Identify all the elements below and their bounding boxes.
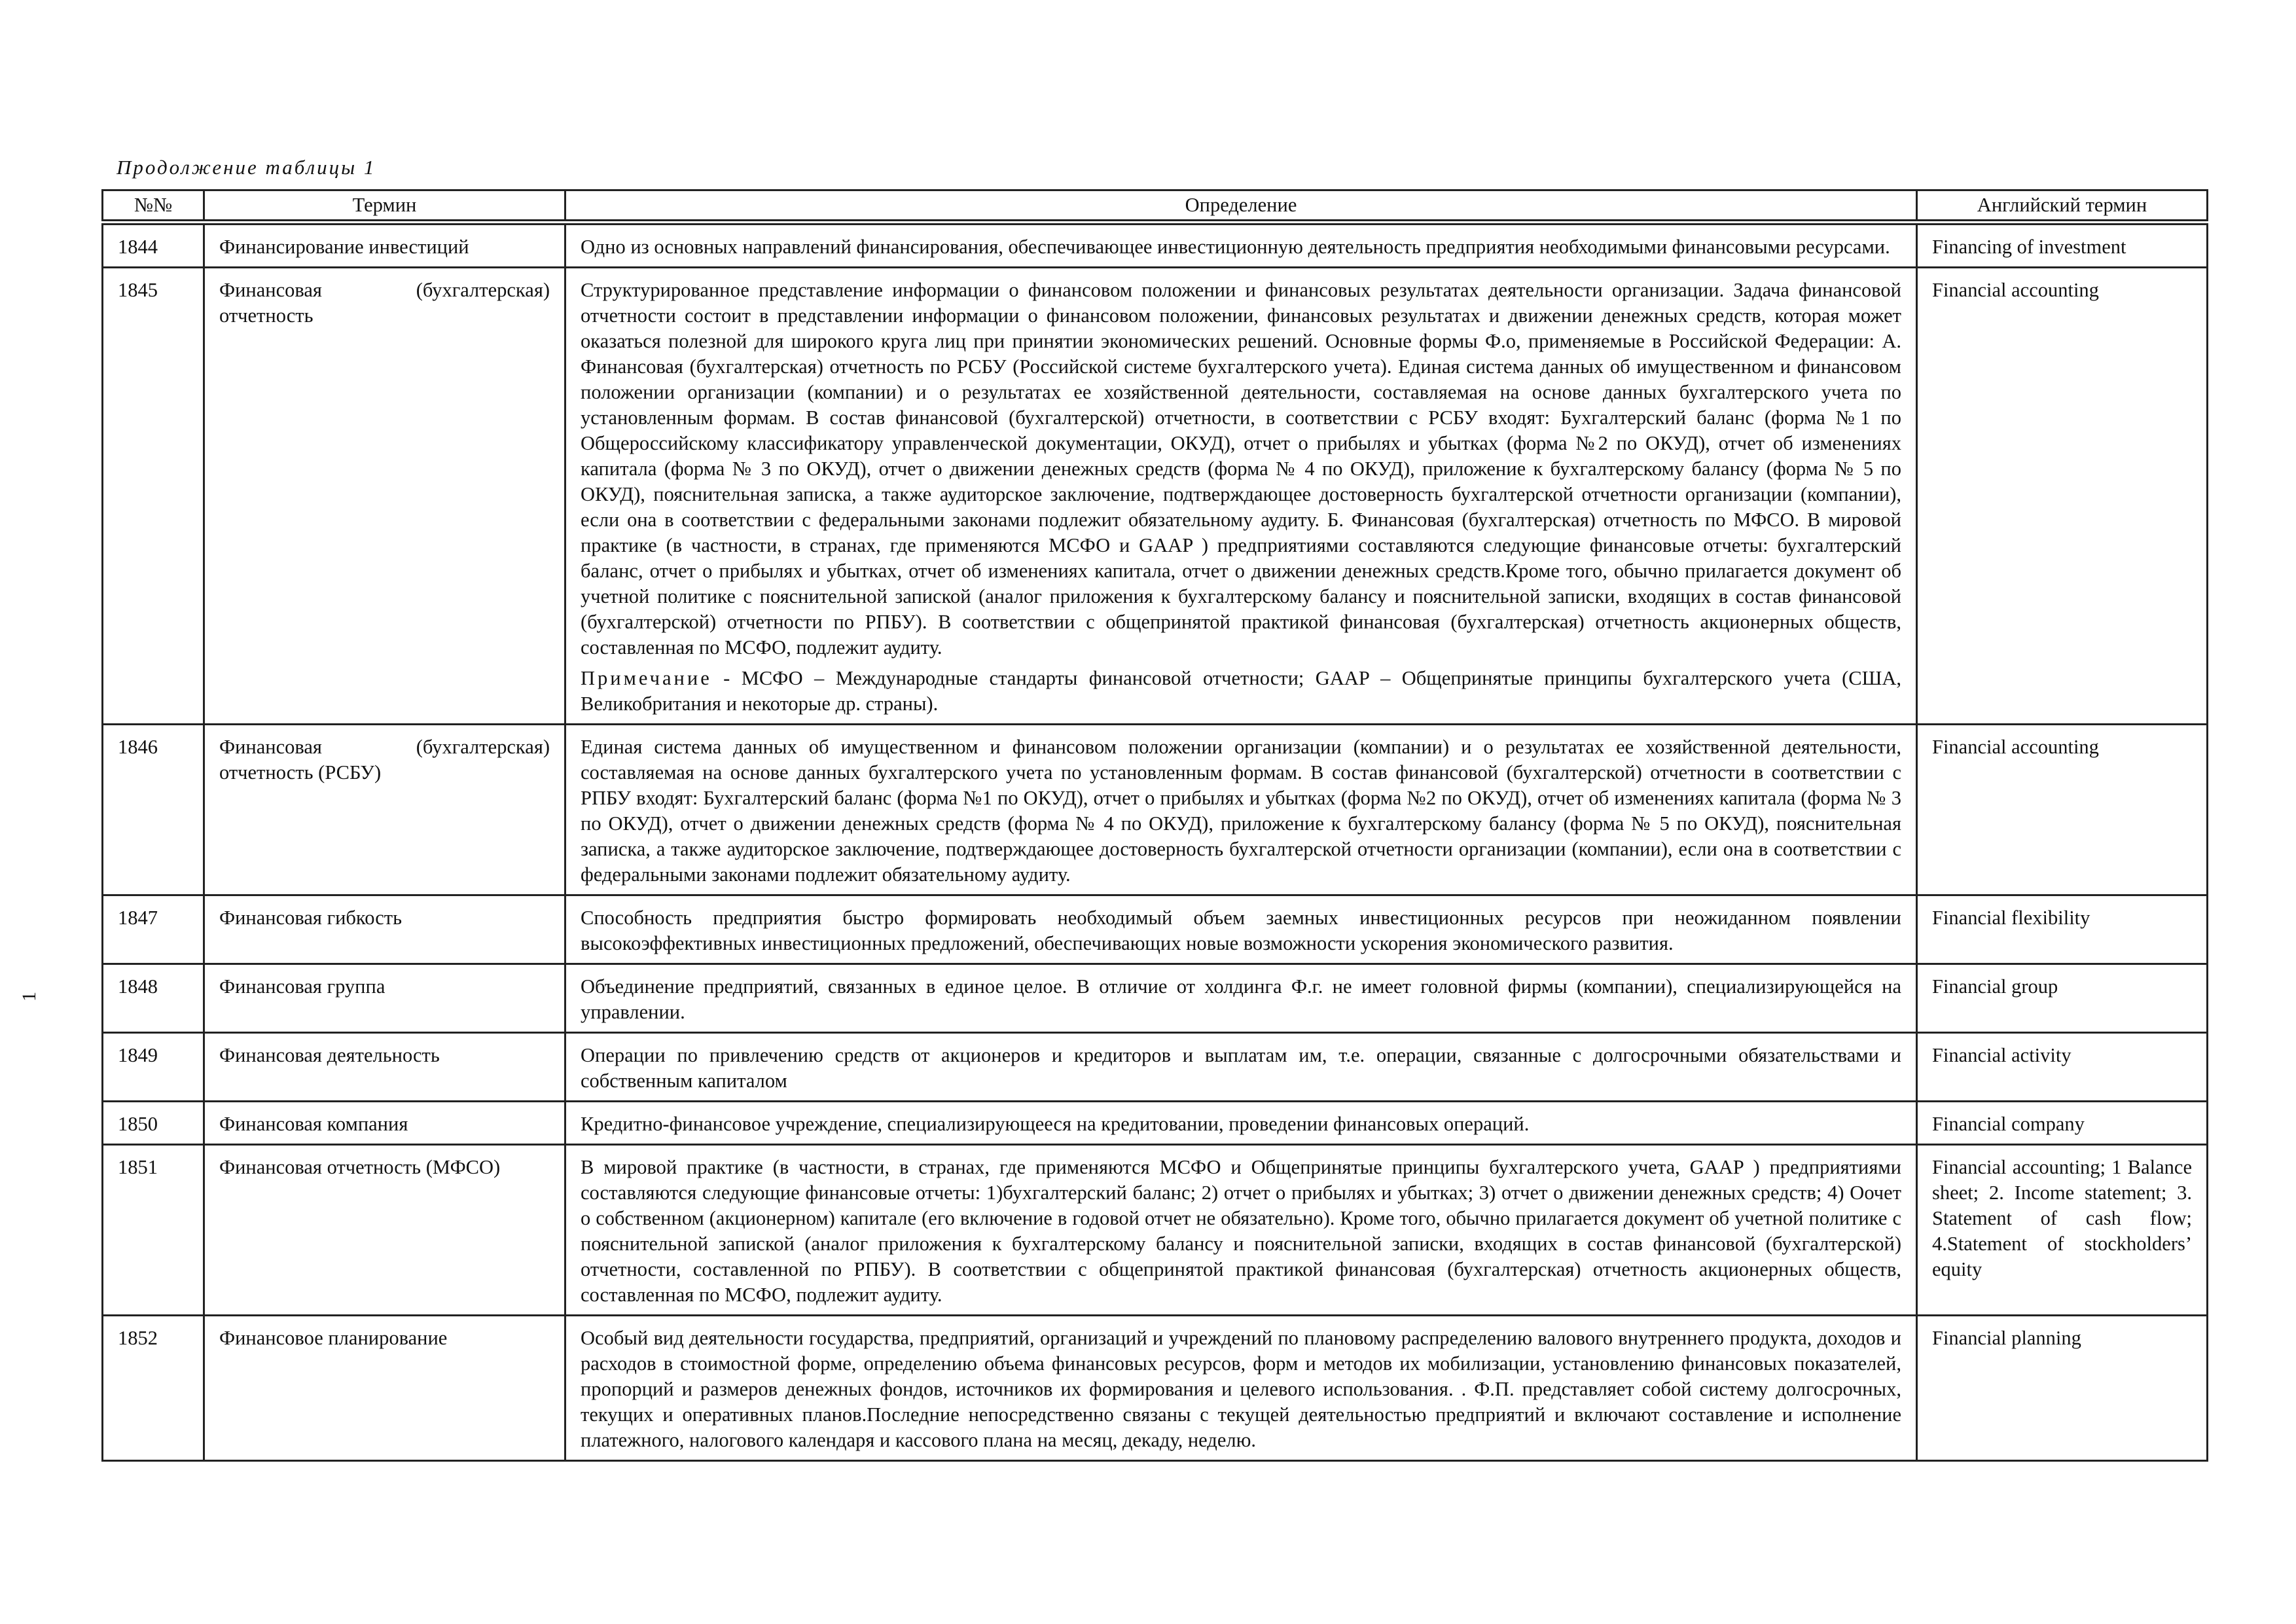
row-definition: Структурированное представление информации о финансовом положении и финансовых результатах деятельности организации. Задача финансовой отчетности состоит в представлении информации о финансовом положении, финансовых результатах и движении денежных средств, которая может оказаться полезной для широкого круга лиц при принятии экономических решений. Основные формы Ф.о, применяемые в Российской Федерации: А. Финансовая (бухгалтерская) отчетность по РСБУ (Российской системе бухгалтерского учета). Единая система данных об имущественном и финансовом положении организации (компании) и о результатах ее хозяйственной деятельности, составляемая на основе данных бухгалтерского учета по установленным формам. В состав финансовой (бухгалтерской) отчетности, в соответствии с РСБУ входят: Бухгалтерский баланс (форма №1 по Общероссийскому классификатору управленческой документации, ОКУД), отчет о прибылях и убытках (форма №2 по ОКУД), отчет об изменениях капитала (форма № 3 по ОКУД), отчет о движении денежных средств (форма № 4 по ОКУД), приложение к бухгалтерскому балансу (форма № 5 по ОКУД), пояснительная записка, а также аудиторское заключение, подтверждающее достоверность бухгалтерской отчетности организации (компании), если она в соответствии с федеральными законами подлежит обязательному аудиту. Б. Финансовая (бухгалтерская) отчетность по МФСО. В мировой практике (в частности, в странах, где применяются МСФО и GAAP ) предприятиями составляются следующие финансовые отчеты: бухгалтерский баланс, отчет о прибылях и убытках, отчет об изменениях капитала, отчет о движении денежных средств.Кроме того, обычно прилагается документ об учетной политике с пояснительной запиской (аналог приложения к бухгалтерскому балансу и пояснительной записки, входящих в состав финансовой (бухгалтерской) отчетности по РПБУ). В соответствии с общепринятой практикой финансовая (бухгалтерская) отчетность акционерных обществ, составленная по МСФО, подлежит аудиту. [581, 279, 1901, 659]
row-definition: Операции по привлечению средств от акционеров и кредиторов и выплатам им, т.е. операции, связанные с долгосрочными обязательствами и собственным капиталом [565, 1033, 1917, 1102]
row-term: Финансовая (бухгалтерская) отчетность [204, 268, 565, 725]
header-definition: Определение [565, 190, 1917, 223]
row-number: 1845 [103, 268, 204, 725]
row-term: Финансовая отчетность (МФСО) [204, 1145, 565, 1316]
row-definition: Особый вид деятельности государства, предприятий, организаций и учреждений по плановому распределению валового внутреннего продукта, доходов и расходов в стоимостной форме, определению объема финансовых ресурсов, форм и методов их мобилизации, установлению финансовых показателей, пропорций и размеров денежных фондов, источников их формирования и целевого использования. . Ф.П. представляет собой систему долгосрочных, текущих и оперативных планов.Последние непосредственно связаны с текущей деятельностью предприятий и включают составление и исполнение платежного, налогового календаря и кассового плана на месяц, декаду, неделю. [565, 1316, 1917, 1461]
note-label: Примечание [581, 667, 712, 689]
row-number: 1844 [103, 223, 204, 268]
row-term: Финансовое планирование [204, 1316, 565, 1461]
row-english-term: Financial accounting [1917, 725, 2208, 895]
table-row [103, 964, 2208, 1033]
header-english-term: Английский термин [1917, 190, 2208, 223]
table-row [103, 1102, 2208, 1145]
row-english-term: Financial accounting; 1 Balance sheet; 2. Income statement; 3. Statement of cash flow; 4.Statement of stockholders’ equity [1917, 1145, 2208, 1316]
row-number: 1851 [103, 1145, 204, 1316]
note-text: - МСФО – Международные стандарты финансовой отчетности; GAAP – Общепринятые принципы бухгалтерского учета (США, Великобритания и некоторые др. страны). [581, 667, 1901, 715]
row-definition: В мировой практике (в частности, в странах, где применяются МСФО и Общепринятые принципы бухгалтерского учета, GAAP ) предприятиями составляются следующие финансовые отчеты: 1)бухгалтерский баланс; 2) отчет о прибылях и убытках; 3) отчет о движении денежных средств; 4) Оочет о собственном (акционерном) капитале (его включение в годовой отчет не обязательно). Кроме того, обычно прилагается документ об учетной политике с пояснительной запиской (аналог приложения к бухгалтерскому балансу и пояснительной записки, входящих в состав финансовой (бухгалтерской) отчетности, составленной по РПБУ). В соответствии с общепринятой практикой финансовая (бухгалтерская) отчетность акционерных обществ, составленная по МСФО, подлежит аудиту. [565, 1145, 1917, 1316]
table-row [103, 223, 2208, 268]
row-term: Финансовая компания [204, 1102, 565, 1145]
table-row [103, 1145, 2208, 1316]
definition-note [581, 666, 1901, 717]
table-row [103, 268, 2208, 725]
header-number: №№ [103, 190, 204, 223]
row-english-term: Financing of investment [1917, 223, 2208, 268]
row-number: 1852 [103, 1316, 204, 1461]
row-english-term: Financial flexibility [1917, 895, 2208, 964]
table-continuation-caption: Продолжение таблицы 1 [117, 156, 376, 179]
row-term: Финансирование инвестиций [204, 223, 565, 268]
row-term: Финансовая группа [204, 964, 565, 1033]
row-english-term: Financial company [1917, 1102, 2208, 1145]
row-english-term: Financial group [1917, 964, 2208, 1033]
row-english-term: Financial accounting [1917, 268, 2208, 725]
row-number: 1847 [103, 895, 204, 964]
terms-table [101, 189, 2208, 1462]
row-definition-cell [565, 268, 1917, 725]
row-term: Финансовая гибкость [204, 895, 565, 964]
row-definition: Способность предприятия быстро формировать необходимый объем заемных инвестиционных ресурсов при неожиданном появлении высокоэффективных инвестиционных предложений, обеспечивающих новые возможности ускорения экономического развития. [565, 895, 1917, 964]
row-number: 1850 [103, 1102, 204, 1145]
row-number: 1848 [103, 964, 204, 1033]
row-term: Финансовая (бухгалтерская) отчетность (РСБУ) [204, 725, 565, 895]
row-definition: Единая система данных об имущественном и финансовом положении организации (компании) и о результатах ее хозяйственной деятельности, составляемая на основе данных бухгалтерского учета по установленным формам. В состав финансовой (бухгалтерской) отчетности в соответствии с РПБУ входят: Бухгалтерский баланс (форма №1 по ОКУД), отчет о прибылях и убытках (форма №2 по ОКУД), отчет об изменениях капитала (форма № 3 по ОКУД), отчет о движении денежных средств (форма № 4 по ОКУД), приложение к бухгалтерскому балансу (форма № 5 по ОКУД), пояснительная записка, а также аудиторское заключение, подтверждающее достоверность бухгалтерской отчетности организации (компании), если она в соответствии с федеральными законами подлежит обязательному аудиту. [565, 725, 1917, 895]
page-side-mark: 1 [18, 992, 40, 1001]
row-number: 1846 [103, 725, 204, 895]
table-row [103, 725, 2208, 895]
row-definition: Кредитно-финансовое учреждение, специализирующееся на кредитовании, проведении финансовых операций. [565, 1102, 1917, 1145]
table-header-row [103, 190, 2208, 223]
row-definition: Одно из основных направлений финансирования, обеспечивающее инвестиционную деятельность предприятия необходимыми финансовыми ресурсами. [565, 223, 1917, 268]
header-term: Термин [204, 190, 565, 223]
table-row [103, 1316, 2208, 1461]
table-row [103, 895, 2208, 964]
row-english-term: Financial planning [1917, 1316, 2208, 1461]
row-english-term: Financial activity [1917, 1033, 2208, 1102]
row-definition: Объединение предприятий, связанных в единое целое. В отличие от холдинга Ф.г. не имеет головной фирмы (компании), специализирующейся на управлении. [565, 964, 1917, 1033]
row-number: 1849 [103, 1033, 204, 1102]
table-row [103, 1033, 2208, 1102]
row-term: Финансовая деятельность [204, 1033, 565, 1102]
